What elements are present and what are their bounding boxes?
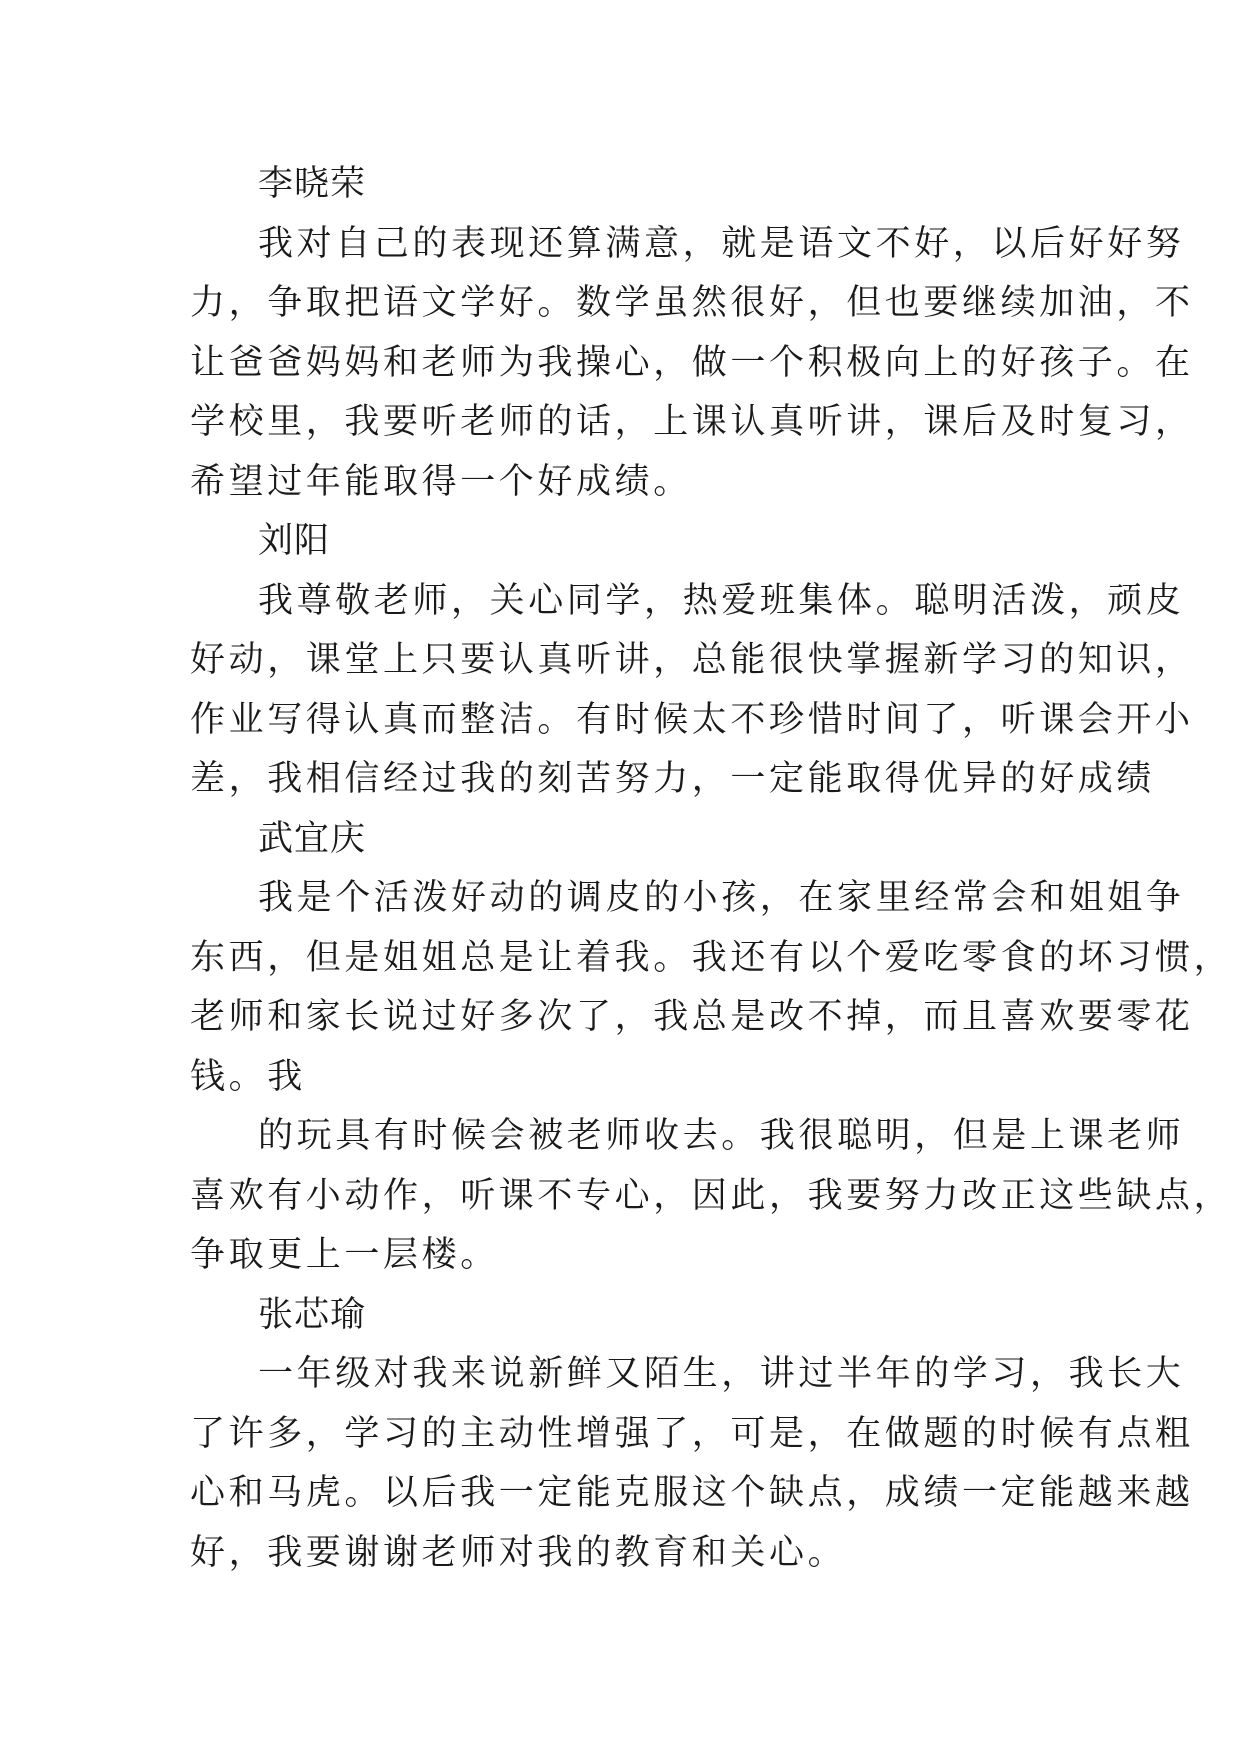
paragraph-line: 喜欢有小动作，听课不专心，因此，我要努力改正这些缺点， — [190, 1175, 1233, 1216]
paragraph-line: 老师和家长说过好多次了，我总是改不掉，而且喜欢要零花 — [190, 997, 1194, 1037]
paragraph-line: 好动，课堂上只要认真听讲，总能很快掌握新学习的知识， — [190, 640, 1194, 680]
paragraph-line: 钱。我 — [190, 1056, 306, 1097]
paragraph-line: 我是个活泼好动的调皮的小孩，在家里经常会和姐姐争 — [258, 878, 1185, 918]
paragraph-line: 让爸爸妈妈和老师为我操心，做一个积极向上的好孩子。在 — [190, 342, 1194, 383]
paragraph-line: 好，我要谢谢老师对我的教育和关心。 — [190, 1532, 847, 1573]
paragraph-line: 一年级对我来说新鲜又陌生，讲过半年的学习，我长大 — [258, 1354, 1185, 1394]
student-name: 李晓荣 — [258, 164, 367, 204]
paragraph-line: 作业写得认真而整洁。有时候太不珍惜时间了，听课会开小 — [190, 699, 1194, 740]
paragraph-line: 我对自己的表现还算满意，就是语文不好，以后好好努 — [258, 223, 1185, 264]
paragraph-line: 的玩具有时候会被老师收去。我很聪明，但是上课老师 — [258, 1116, 1185, 1156]
student-name: 武宜庆 — [258, 818, 367, 859]
paragraph-line: 心和马虎。以后我一定能克服这个缺点，成绩一定能越来越 — [190, 1473, 1194, 1513]
document-page — [190, 155, 1233, 1583]
paragraph-line: 了许多，学习的主动性增强了，可是，在做题的时候有点粗 — [190, 1413, 1194, 1454]
paragraph-line: 学校里，我要听老师的话，上课认真听讲，课后及时复习， — [190, 402, 1194, 442]
paragraph-line: 希望过年能取得一个好成绩。 — [190, 461, 692, 502]
student-name: 张芯瑜 — [258, 1294, 367, 1335]
paragraph-line: 差，我相信经过我的刻苦努力，一定能取得优异的好成绩 — [190, 759, 1156, 799]
paragraph-line: 东西，但是姐姐总是让着我。我还有以个爱吃零食的坏习惯， — [190, 937, 1233, 978]
student-name: 刘阳 — [258, 521, 331, 561]
paragraph-line: 争取更上一层楼。 — [190, 1235, 499, 1275]
paragraph-line: 我尊敬老师，关心同学，热爱班集体。聪明活泼，顽皮 — [258, 580, 1185, 621]
paragraph-line: 力，争取把语文学好。数学虽然很好，但也要继续加油，不 — [190, 283, 1194, 323]
